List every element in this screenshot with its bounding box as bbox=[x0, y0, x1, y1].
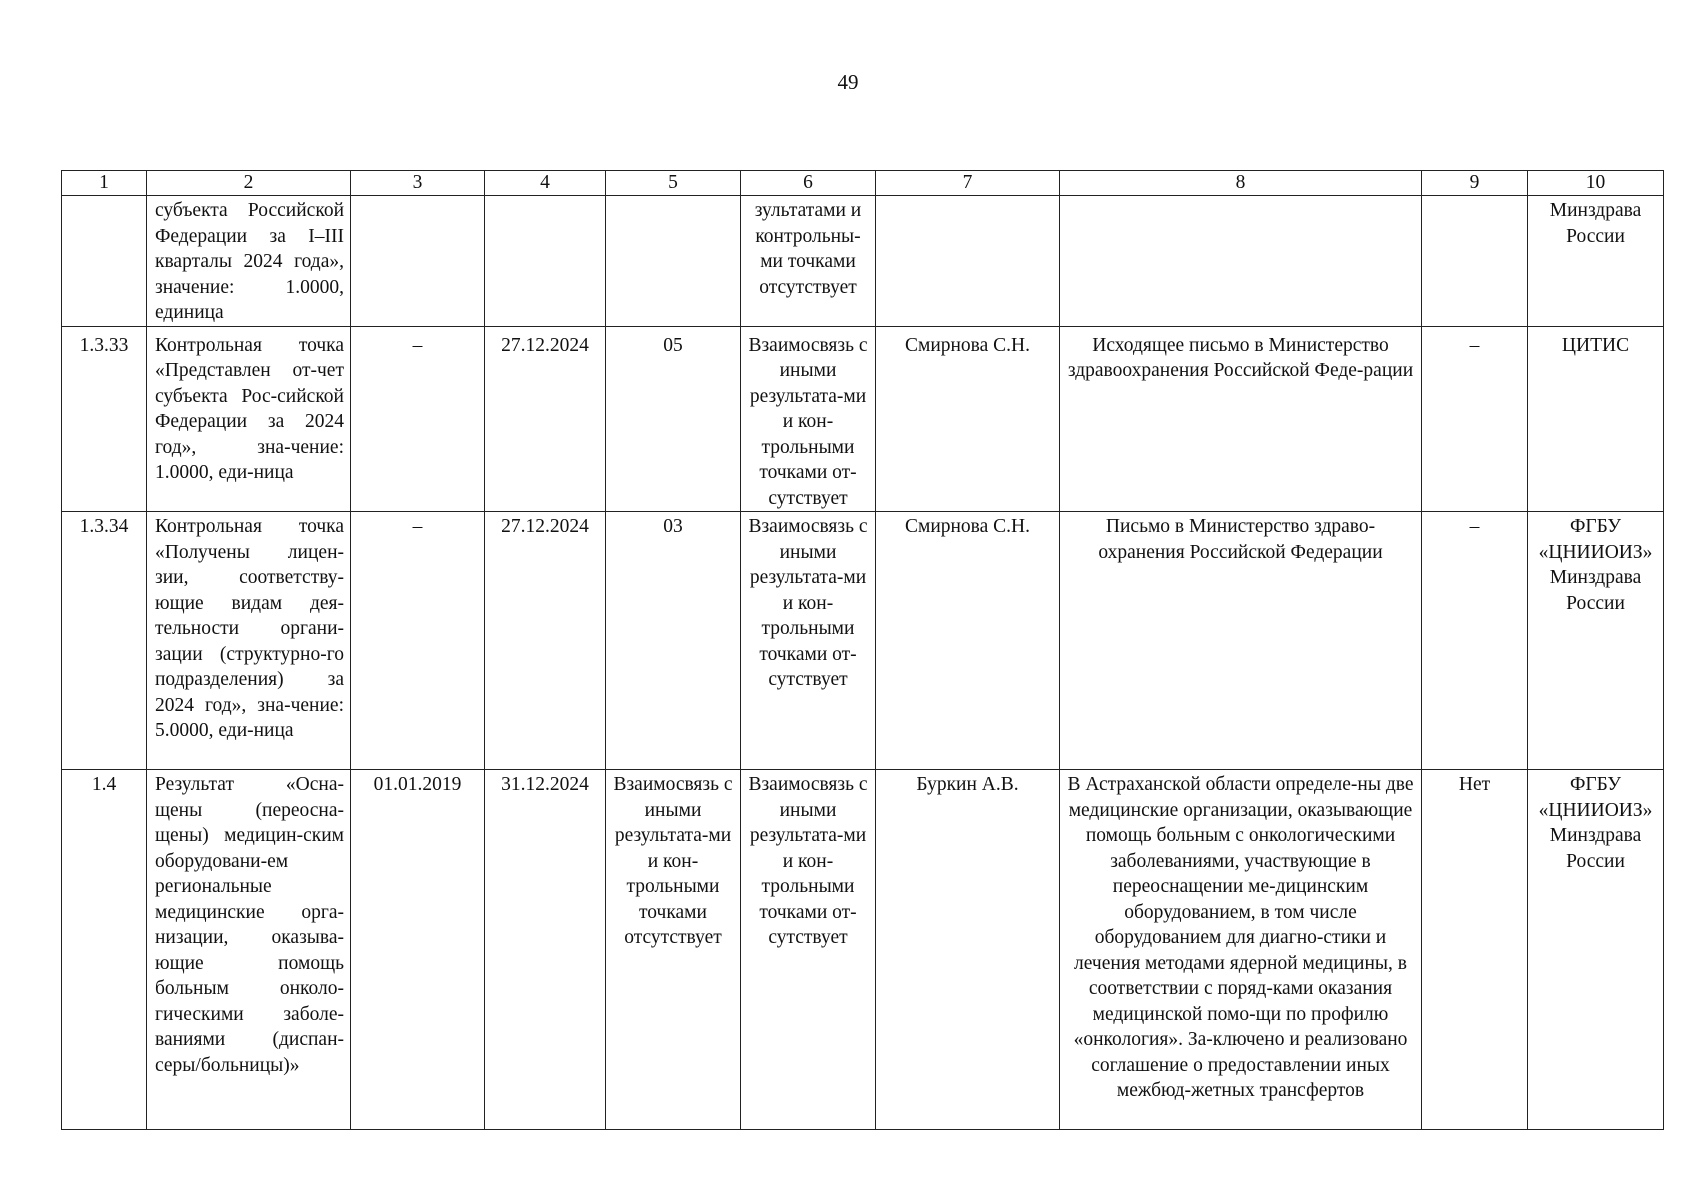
row-executor: Минздрава России bbox=[1528, 196, 1664, 327]
row-info-system bbox=[1422, 196, 1528, 327]
row-executor: ФГБУ «ЦНИИОИЗ» Минздрава России bbox=[1528, 770, 1664, 1130]
table-row bbox=[62, 770, 1664, 1130]
row-end-date: 27.12.2024 bbox=[485, 512, 606, 770]
row-number bbox=[62, 196, 147, 327]
row-name: Контрольная точка «Получены лицен-зии, соответству-ющие видам дея-тельности органи-зации (структурно-го подразделения) за 2024 год», зна-чение: 5.0000, еди-ница bbox=[147, 512, 351, 770]
table-row bbox=[62, 196, 1664, 327]
row-responsible bbox=[876, 196, 1060, 327]
row-type: 05 bbox=[606, 326, 741, 512]
column-number-row bbox=[62, 171, 1664, 196]
row-number: 1.3.33 bbox=[62, 326, 147, 512]
row-number: 1.4 bbox=[62, 770, 147, 1130]
row-name: Результат «Осна-щены (переосна-щены) медицин-ским оборудовани-ем региональные медицинские орга-низации, оказыва-ющие помощь больным онколо-гическими заболе-ваниями (диспан-серы/больницы)» bbox=[147, 770, 351, 1130]
row-description bbox=[1060, 196, 1422, 327]
row-type: 03 bbox=[606, 512, 741, 770]
column-header: 5 bbox=[606, 171, 741, 196]
column-header: 10 bbox=[1528, 171, 1664, 196]
row-responsible: Буркин А.В. bbox=[876, 770, 1060, 1130]
row-name: Контрольная точка «Представлен от-чет субъекта Рос-сийской Федерации за 2024 год», зна-чение: 1.0000, еди-ница bbox=[147, 326, 351, 512]
row-info-system: Нет bbox=[1422, 770, 1528, 1130]
column-header: 3 bbox=[351, 171, 485, 196]
column-header: 8 bbox=[1060, 171, 1422, 196]
column-header: 4 bbox=[485, 171, 606, 196]
row-description: Письмо в Министерство здраво-охранения Российской Федерации bbox=[1060, 512, 1422, 770]
column-header: 1 bbox=[62, 171, 147, 196]
row-relation: Взаимосвязь с иными результата-ми и кон-трольными точками от-сутствует bbox=[741, 326, 876, 512]
row-start-date bbox=[351, 196, 485, 327]
row-end-date: 27.12.2024 bbox=[485, 326, 606, 512]
column-header: 9 bbox=[1422, 171, 1528, 196]
column-header: 2 bbox=[147, 171, 351, 196]
column-header: 7 bbox=[876, 171, 1060, 196]
row-relation: Взаимосвязь с иными результата-ми и кон-трольными точками от-сутствует bbox=[741, 770, 876, 1130]
row-number: 1.3.34 bbox=[62, 512, 147, 770]
plan-table bbox=[61, 170, 1664, 1130]
row-description: В Астраханской области определе-ны две медицинские организации, оказывающие помощь больным с онкологическими заболеваниями, участвующие в переоснащении ме-дицинским оборудованием, в том числе оборудованием для диагно-стики и лечения методами ядерной медицины, в соответствии с поряд-ками оказания медицинской помо-щи по профилю «онкология». За-ключено и реализовано соглашение о предоставлении иных межбюд-жетных трансфертов bbox=[1060, 770, 1422, 1130]
row-executor: ФГБУ «ЦНИИОИЗ» Минздрава России bbox=[1528, 512, 1664, 770]
table-row bbox=[62, 326, 1664, 512]
row-description: Исходящее письмо в Министерство здравоохранения Российской Феде-рации bbox=[1060, 326, 1422, 512]
row-end-date: 31.12.2024 bbox=[485, 770, 606, 1130]
row-info-system: – bbox=[1422, 512, 1528, 770]
row-responsible: Смирнова С.Н. bbox=[876, 326, 1060, 512]
row-relation: зультатами и контрольны-ми точками отсутствует bbox=[741, 196, 876, 327]
row-start-date: – bbox=[351, 512, 485, 770]
table-row bbox=[62, 512, 1664, 770]
row-end-date bbox=[485, 196, 606, 327]
row-start-date: – bbox=[351, 326, 485, 512]
row-responsible: Смирнова С.Н. bbox=[876, 512, 1060, 770]
row-relation: Взаимосвязь с иными результата-ми и кон-трольными точками от-сутствует bbox=[741, 512, 876, 770]
row-executor: ЦИТИС bbox=[1528, 326, 1664, 512]
row-type bbox=[606, 196, 741, 327]
row-type: Взаимосвязь с иными результата-ми и кон-трольными точками отсутствует bbox=[606, 770, 741, 1130]
row-info-system: – bbox=[1422, 326, 1528, 512]
row-name: субъекта Российской Федерации за I–III кварталы 2024 года», значение: 1.0000, единица bbox=[147, 196, 351, 327]
page-number: 49 bbox=[837, 70, 859, 94]
row-start-date: 01.01.2019 bbox=[351, 770, 485, 1130]
column-header: 6 bbox=[741, 171, 876, 196]
